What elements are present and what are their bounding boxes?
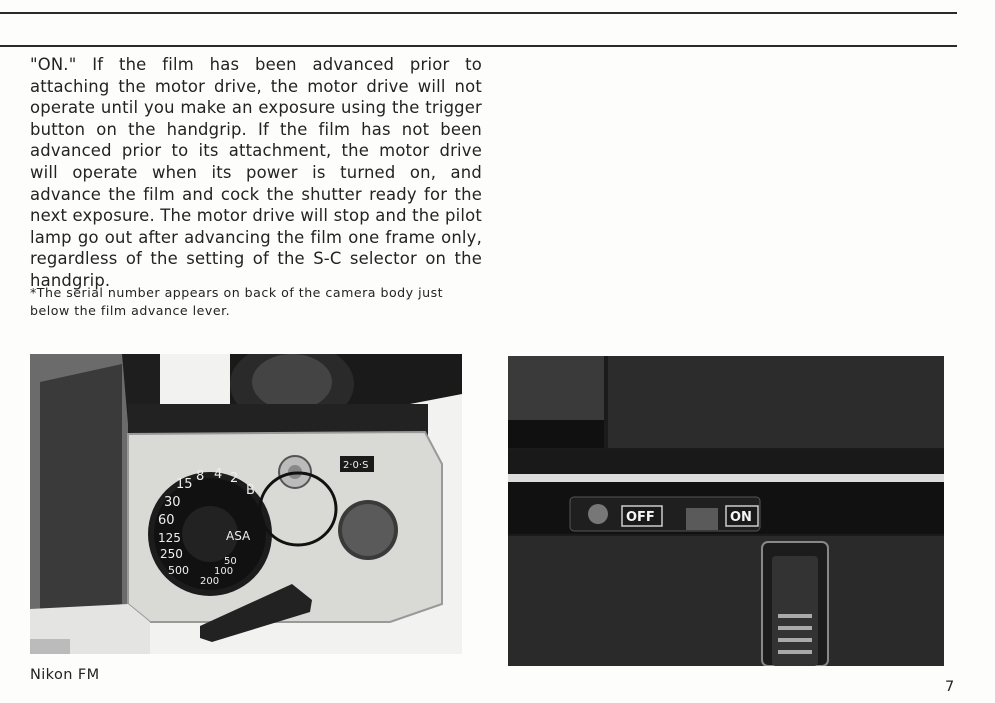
switch-off-label: OFF (626, 510, 655, 525)
motor-drive-switch-photo (508, 356, 944, 666)
shutter-speed-500: 500 (168, 564, 189, 577)
shutter-speed-250: 250 (160, 547, 183, 561)
shutter-speed-30: 30 (164, 495, 181, 510)
shutter-speed-8: 8 (196, 469, 205, 484)
shutter-speed-4: 4 (214, 467, 223, 482)
photo-caption: Nikon FM (30, 667, 100, 683)
asa-100: 100 (214, 566, 234, 577)
page-number: 7 (945, 679, 955, 695)
camera-top-photo (30, 354, 462, 654)
asa-label: ASA (226, 529, 251, 543)
switch-on-label: ON (730, 510, 752, 525)
body-paragraph: "ON." If the film has been advanced prior to attaching the motor drive, the motor drive will not operate until you make an exposure using the trigger button on the handgrip. If the film has not been advanced prior to its attachment, the motor drive will operate when its power is turned on, and advance the film and cock the shutter ready for the next exposure. The motor drive will stop and the pilot lamp go out after advancing the film one frame only, regardless of the setting of the S-C selector on the handgrip. (30, 55, 482, 290)
asa-50: 50 (224, 556, 237, 567)
shutter-speed-15: 15 (176, 477, 193, 492)
footnote: *The serial number appears on back of the camera body just below the film advance lever. (30, 285, 444, 318)
top-rule (0, 12, 957, 14)
shutter-speed-125: 125 (158, 531, 181, 545)
asa-200: 200 (200, 576, 220, 587)
shutter-speed-2: 2 (230, 471, 239, 486)
mode-marks: 2·0·S (343, 460, 369, 471)
shutter-speed-60: 60 (158, 513, 175, 528)
shutter-speed-b: B (246, 483, 255, 498)
header-rule (0, 45, 957, 47)
